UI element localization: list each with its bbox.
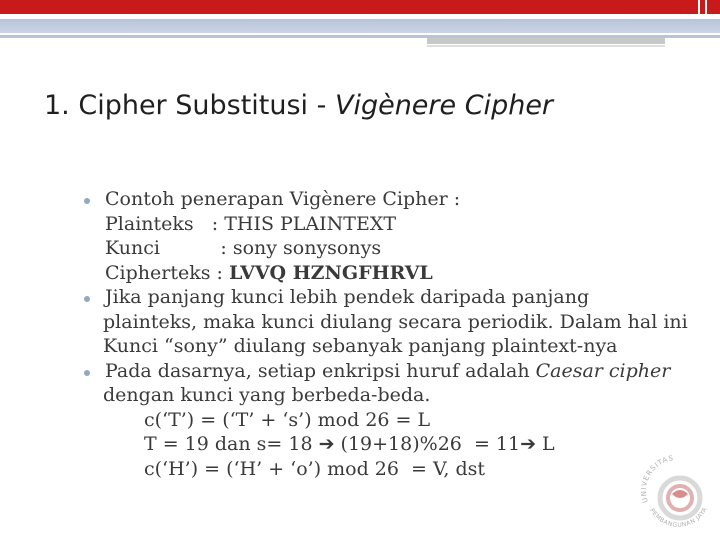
- equation-2-text: T = 19 dan s= 18 ➔ (19+18)%26 = 11➔ L: [144, 433, 555, 455]
- top-blue-bar: [0, 19, 720, 33]
- seal-text-top: UNIVERSITAS: [639, 454, 675, 504]
- bullet-item-1: [84, 187, 704, 212]
- equation-3-text: c(‘H’) = (‘H’ + ‘o’) mod 26 = V, dst: [144, 457, 486, 480]
- bullet-icon: [84, 296, 90, 302]
- bullet-3-line-1: Pada dasarnya, setiap enkripsi huruf adalah: [105, 359, 536, 382]
- equation-1-text: c(‘T’) = (‘T’ + ‘s’) mod 26 = L: [144, 408, 431, 431]
- plaintext-value: THIS PLAINTEXT: [224, 212, 397, 235]
- bullet-2-continuation-2: [84, 334, 704, 359]
- equation-3: [84, 457, 704, 482]
- plaintext-row: [84, 212, 704, 237]
- bullet-icon: [84, 198, 90, 204]
- header-accent-bar-shadow: [427, 45, 665, 47]
- ciphertext-value: LVVQ HZNGFHRVL: [228, 261, 433, 284]
- bullet-3-line-2: dengan kunci yang berbeda-beda.: [103, 384, 431, 406]
- key-row: [84, 236, 704, 261]
- university-seal-logo: [628, 440, 720, 540]
- slide-title-main: 1. Cipher Substitusi -: [44, 90, 335, 121]
- bullet-2-line-3: Kunci “sony” diulang sebanyak panjang plaintext-nya: [103, 335, 618, 357]
- seal-text-bottom: PEMBANGUNAN JAYA: [648, 506, 709, 529]
- slide-title-italic: Vigènere Cipher: [334, 90, 554, 121]
- equation-2: [84, 432, 704, 457]
- bullet-3-continuation: [84, 383, 704, 408]
- top-red-bar-gap: [698, 0, 700, 14]
- bullet-item-3: [84, 359, 704, 384]
- ciphertext-row: [84, 261, 704, 286]
- key-value: sony sonysonys: [232, 237, 382, 259]
- top-red-bar-end: [707, 0, 720, 14]
- top-red-bar: [0, 0, 705, 14]
- bullet-icon: [84, 370, 90, 376]
- bullet-1-text: Contoh penerapan Vigènere Cipher :: [105, 188, 461, 210]
- slide-title: [44, 90, 553, 121]
- slide-content: [84, 187, 704, 481]
- bullet-2-line-2: plainteks, maka kunci diulang secara periodik. Dalam hal ini: [103, 310, 688, 333]
- bullet-3-italic: Caesar cipher: [535, 359, 671, 382]
- header-accent-bar: [427, 38, 665, 44]
- bullet-item-2: [84, 285, 704, 310]
- ciphertext-label: Cipherteks :: [105, 261, 229, 284]
- equation-1: [84, 408, 704, 433]
- plaintext-label: Plainteks :: [105, 212, 225, 235]
- bullet-2-continuation-1: [84, 310, 704, 335]
- seal-emblem: [672, 490, 688, 498]
- key-label: Kunci :: [105, 237, 233, 259]
- bullet-2-line-1: Jika panjang kunci lebih pendek daripada panjang: [105, 286, 590, 308]
